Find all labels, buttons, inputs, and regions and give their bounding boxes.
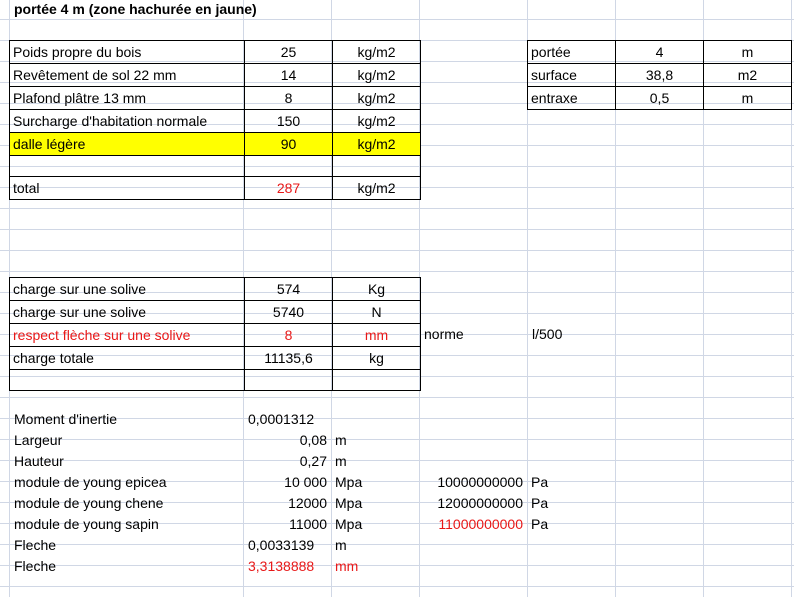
gridline: [0, 586, 794, 587]
prop-unit[interactable]: Mpa: [335, 474, 363, 490]
span-label[interactable]: portée: [528, 41, 616, 64]
table-row: [10, 347, 421, 370]
joist-label[interactable]: [10, 370, 245, 391]
table-row: [10, 156, 421, 177]
joist-value[interactable]: 11135,6: [245, 347, 333, 370]
table-row: [528, 87, 792, 110]
prop-label[interactable]: Hauteur: [14, 453, 64, 469]
prop-label[interactable]: module de young epicea: [14, 474, 167, 490]
gridline: [0, 250, 794, 251]
span-unit[interactable]: m: [704, 41, 792, 64]
prop-label[interactable]: Fleche: [14, 537, 57, 553]
prop-extra-unit[interactable]: Pa: [531, 516, 549, 532]
load-value[interactable]: 90: [245, 133, 333, 156]
span-label[interactable]: surface: [528, 64, 616, 87]
prop-extra-value[interactable]: 11000000000: [438, 516, 523, 532]
joist-label[interactable]: respect flèche sur une solive: [10, 324, 245, 347]
prop-value[interactable]: 12000: [288, 495, 327, 511]
loads-table: [9, 40, 421, 200]
load-label[interactable]: Poids propre du bois: [10, 41, 245, 64]
table-row: [10, 177, 421, 200]
joist-label[interactable]: charge sur une solive: [10, 278, 245, 301]
load-label[interactable]: Surcharge d'habitation normale: [10, 110, 245, 133]
prop-extra-value[interactable]: 12000000000: [437, 495, 523, 511]
joist-unit[interactable]: kg: [333, 347, 421, 370]
prop-value[interactable]: 0,0001312: [248, 411, 315, 427]
joist-label[interactable]: charge totale: [10, 347, 245, 370]
prop-label[interactable]: module de young chene: [14, 495, 164, 511]
gridline: [0, 19, 794, 20]
table-row: [10, 370, 421, 391]
load-value[interactable]: 14: [245, 64, 333, 87]
table-row: [10, 110, 421, 133]
span-label[interactable]: entraxe: [528, 87, 616, 110]
prop-label[interactable]: Moment d'inertie: [14, 411, 118, 427]
load-value[interactable]: 25: [245, 41, 333, 64]
span-value[interactable]: 4: [616, 41, 704, 64]
load-unit[interactable]: kg/m2: [333, 133, 421, 156]
sheet-title[interactable]: portée 4 m (zone hachurée en jaune): [14, 1, 257, 17]
load-label[interactable]: total: [10, 177, 245, 200]
table-row: [10, 41, 421, 64]
prop-unit[interactable]: m: [335, 453, 347, 469]
prop-extra-unit[interactable]: Pa: [531, 474, 549, 490]
load-unit[interactable]: kg/m2: [333, 177, 421, 200]
prop-value[interactable]: 0,08: [299, 432, 327, 448]
load-unit[interactable]: kg/m2: [333, 41, 421, 64]
prop-label[interactable]: Fleche: [14, 558, 57, 574]
prop-extra-value[interactable]: 10000000000: [437, 474, 523, 490]
joist-value[interactable]: 8: [245, 324, 333, 347]
span-unit[interactable]: m: [704, 87, 792, 110]
gridline: [0, 271, 794, 272]
table-row-highlighted: [10, 133, 421, 156]
prop-value[interactable]: 0,0033139: [248, 537, 315, 553]
load-unit[interactable]: [333, 156, 421, 177]
load-unit[interactable]: kg/m2: [333, 87, 421, 110]
norm-value[interactable]: l/500: [532, 326, 563, 342]
table-row: [10, 324, 421, 347]
joist-unit[interactable]: Kg: [333, 278, 421, 301]
gridline: [0, 208, 794, 209]
prop-label[interactable]: module de young sapin: [14, 516, 159, 532]
gridline: [0, 229, 794, 230]
joist-label[interactable]: charge sur une solive: [10, 301, 245, 324]
joist-unit[interactable]: N: [333, 301, 421, 324]
prop-unit[interactable]: mm: [335, 558, 359, 574]
span-unit[interactable]: m2: [704, 64, 792, 87]
prop-unit[interactable]: Mpa: [335, 516, 363, 532]
joist-unit[interactable]: [333, 370, 421, 391]
joist-table: [9, 277, 421, 391]
load-value[interactable]: 150: [245, 110, 333, 133]
load-total-value[interactable]: 287: [245, 177, 333, 200]
table-row: [10, 64, 421, 87]
prop-value[interactable]: 3,3138888: [248, 558, 315, 574]
prop-label[interactable]: Largeur: [14, 432, 63, 448]
load-unit[interactable]: kg/m2: [333, 64, 421, 87]
joist-value[interactable]: [245, 370, 333, 391]
load-label[interactable]: Plafond plâtre 13 mm: [10, 87, 245, 110]
prop-value[interactable]: 0,27: [299, 453, 327, 469]
gridline: [0, 397, 794, 398]
table-row: [528, 64, 792, 87]
prop-value[interactable]: 11000: [289, 516, 327, 532]
joist-value[interactable]: 5740: [245, 301, 333, 324]
table-row: [10, 87, 421, 110]
load-unit[interactable]: kg/m2: [333, 110, 421, 133]
load-label[interactable]: dalle légère: [10, 133, 245, 156]
span-table: [527, 40, 792, 110]
joist-value[interactable]: 574: [245, 278, 333, 301]
prop-extra-unit[interactable]: Pa: [531, 495, 549, 511]
prop-unit[interactable]: Mpa: [335, 495, 363, 511]
table-row: [528, 41, 792, 64]
load-value[interactable]: [245, 156, 333, 177]
prop-unit[interactable]: m: [335, 432, 347, 448]
span-value[interactable]: 38,8: [616, 64, 704, 87]
load-value[interactable]: 8: [245, 87, 333, 110]
load-label[interactable]: [10, 156, 245, 177]
span-value[interactable]: 0,5: [616, 87, 704, 110]
prop-value[interactable]: 10 000: [284, 474, 327, 490]
prop-unit[interactable]: m: [335, 537, 347, 553]
load-label[interactable]: Revêtement de sol 22 mm: [10, 64, 245, 87]
norm-label[interactable]: norme: [424, 326, 464, 342]
table-row: [10, 301, 421, 324]
table-row: [10, 278, 421, 301]
joist-unit[interactable]: mm: [333, 324, 421, 347]
